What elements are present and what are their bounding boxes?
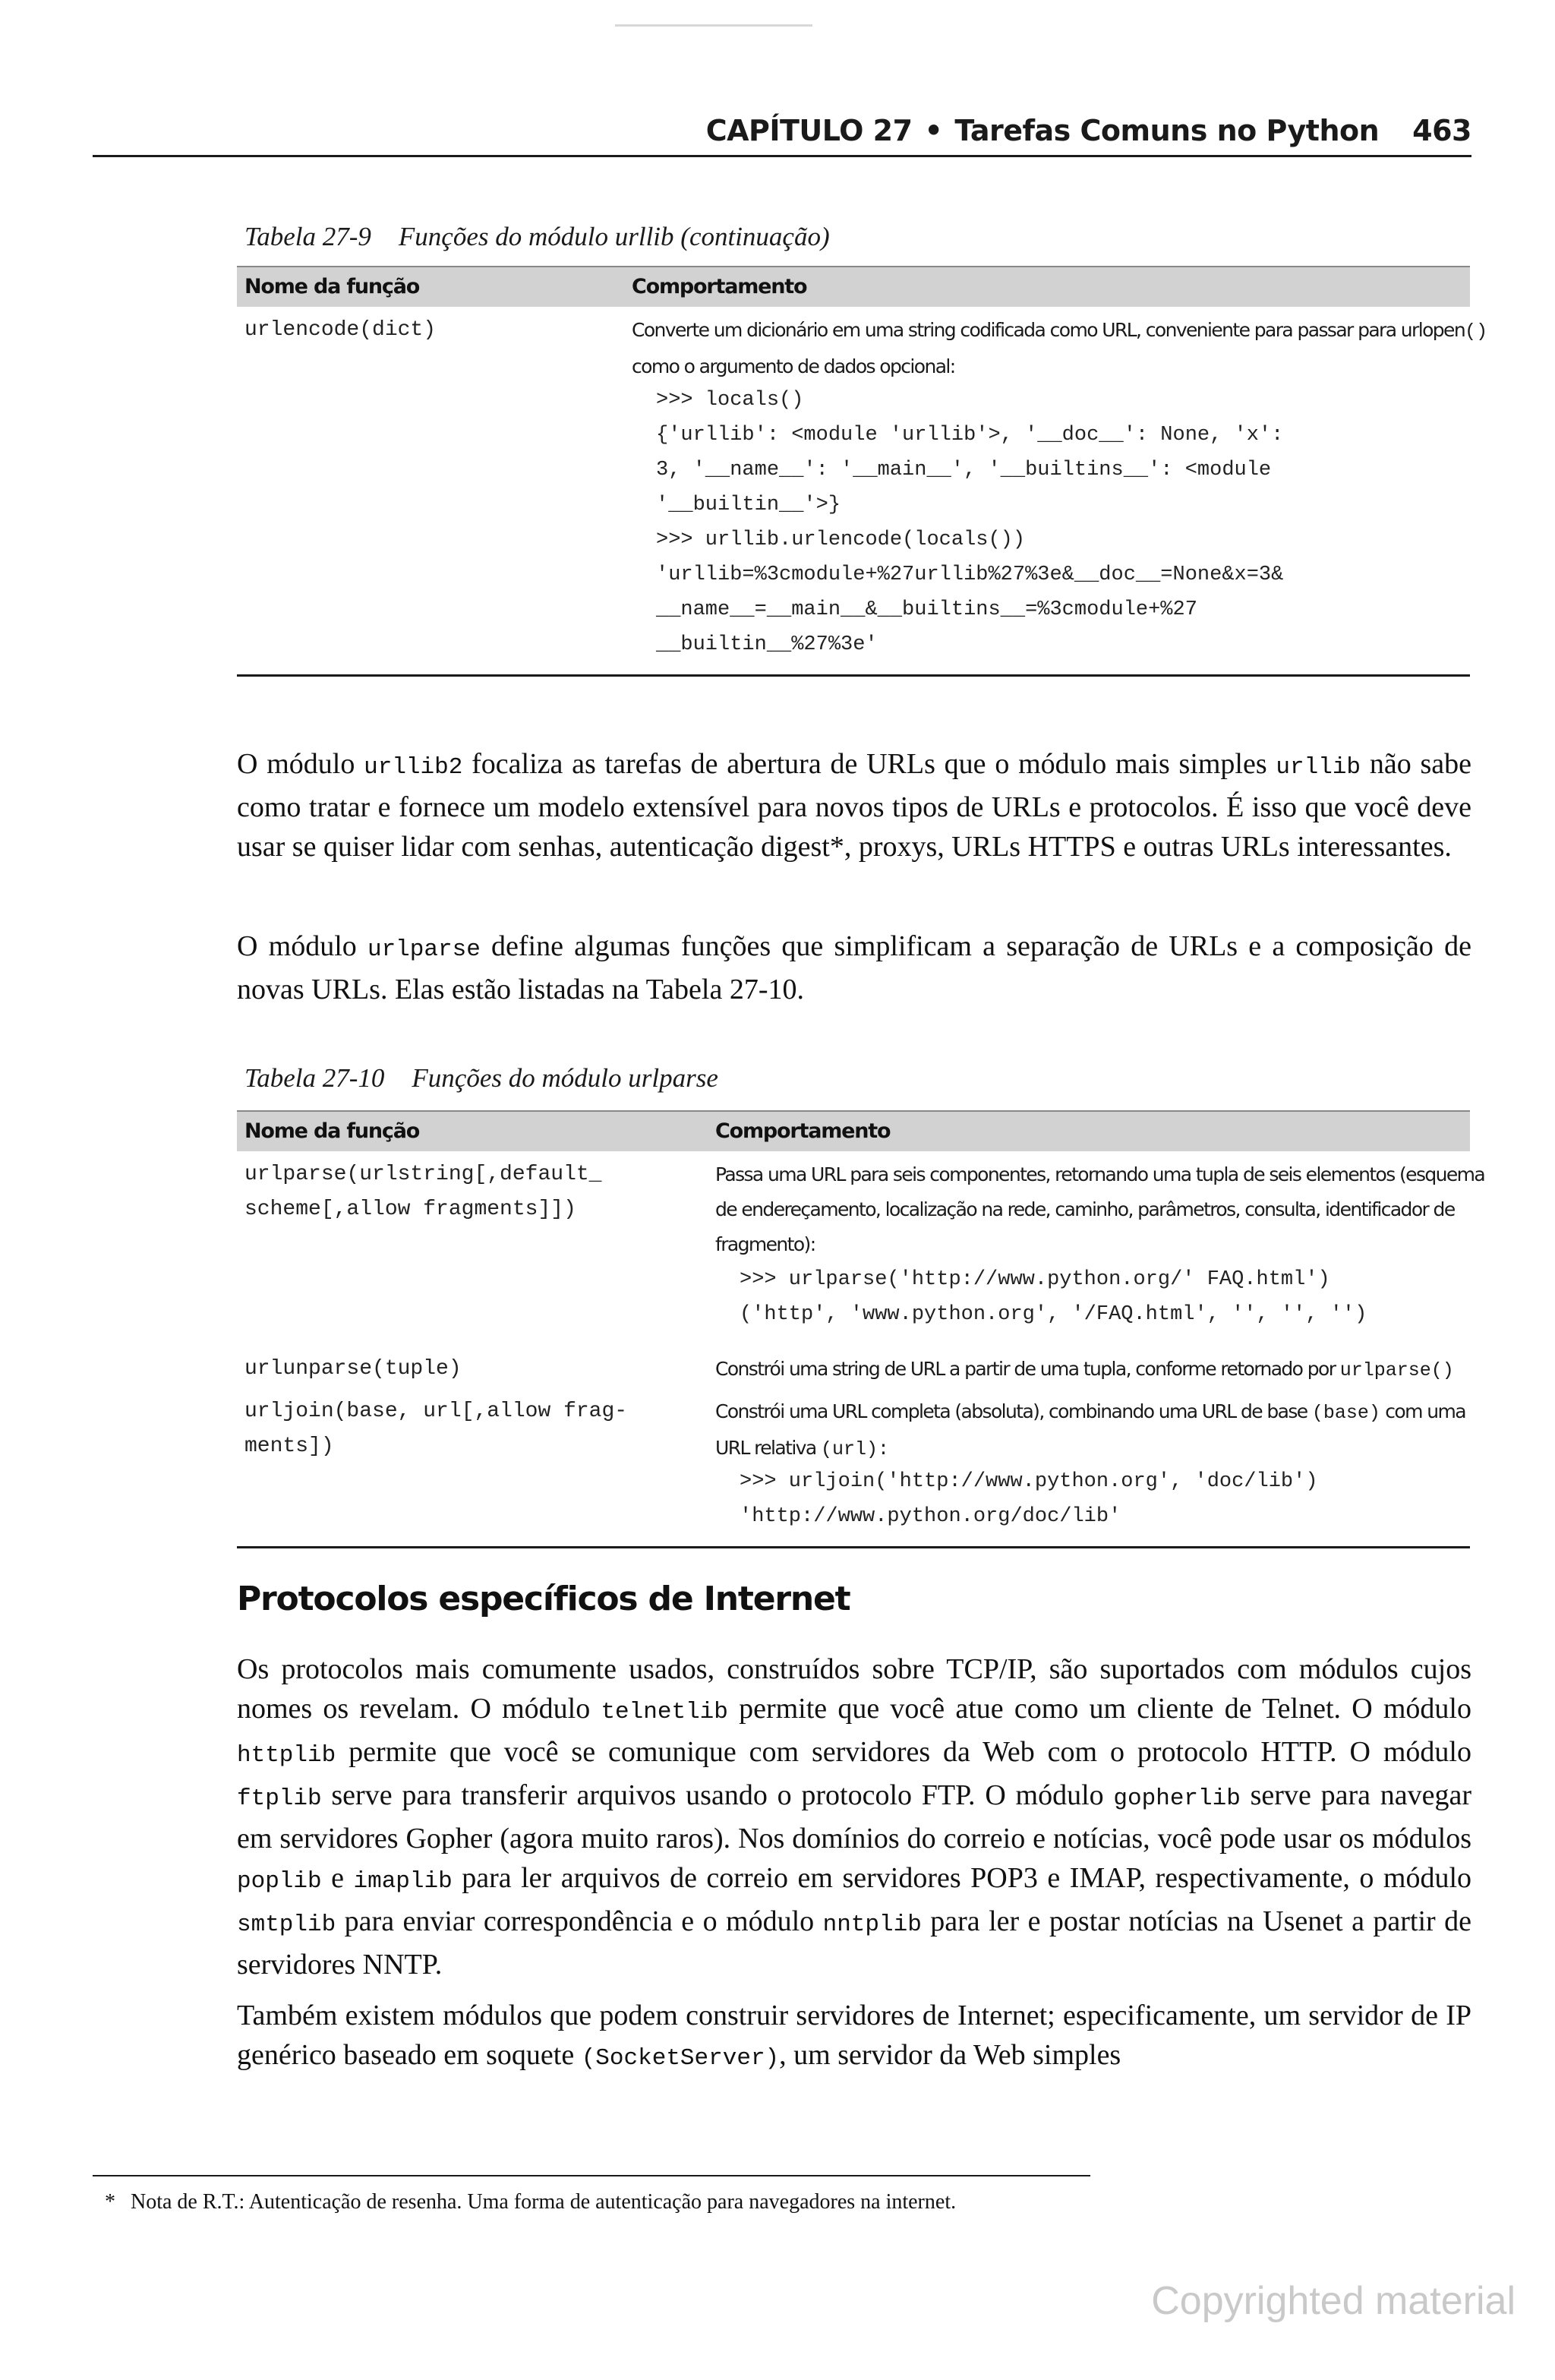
code-line: 'urllib=%3cmodule+%27urllib%27%3e&__doc__=None&x=3& xyxy=(656,563,1284,586)
inline-code: urllib xyxy=(1276,754,1361,781)
table1 xyxy=(237,266,1488,682)
table2-caption-number: Tabela 27-10 xyxy=(244,1063,385,1093)
table1-row1-desc-code: () xyxy=(1465,320,1488,342)
table1-header-row xyxy=(237,266,1470,307)
code-line: >>> urljoin('http://www.python.org', 'doc/lib') xyxy=(740,1470,1318,1493)
text-run: serve para transferir arquivos usando o protocolo FTP. O módulo xyxy=(321,1779,1114,1811)
running-header-text xyxy=(706,114,1471,147)
text-run: Os protocolos mais comumente usados, construídos sobre TCP/IP, são suportados com módulos cujos nomes os revelam. O módulo xyxy=(237,1653,1471,1725)
table1-row1-description xyxy=(632,313,1488,384)
text-run: para ler e postar notícias na Usenet a partir de servidores NNTP. xyxy=(237,1905,1471,1981)
code-line: ('http', 'www.python.org', '/FAQ.html', '', '', '') xyxy=(740,1303,1367,1326)
table2-col-behavior: Comportamento xyxy=(715,1119,891,1143)
function-line: ments]) xyxy=(244,1435,334,1458)
code-line: '__builtin__'>} xyxy=(656,494,841,516)
inline-code: gopherlib xyxy=(1113,1785,1241,1812)
footnote xyxy=(105,2190,956,2214)
text-run: para enviar correspondência e o módulo xyxy=(336,1905,823,1937)
text-run: para ler arquivos de correio em servidores POP3 e IMAP, respectivamente, o módulo xyxy=(452,1862,1471,1894)
desc-text: com uma xyxy=(1380,1400,1465,1422)
table2-row2-description xyxy=(715,1352,1470,1388)
header-separator: • xyxy=(924,114,943,147)
function-line: urlparse(urlstring[,default_ xyxy=(244,1163,602,1186)
table2-caption-title: Funções do módulo urlparse xyxy=(412,1063,718,1093)
paragraph-servers xyxy=(237,1996,1471,2079)
scan-artifact-rule xyxy=(615,24,812,27)
inline-code: telnetlib xyxy=(601,1699,728,1725)
text-run: permite que você atue como um cliente de Telnet. O módulo xyxy=(727,1693,1471,1725)
paragraph-urlparse xyxy=(237,926,1471,1009)
table1-row1-desc-line2: como o argumento de dados opcional: xyxy=(632,355,955,377)
table2-row3-function xyxy=(244,1394,627,1464)
table2-header-row xyxy=(237,1110,1470,1151)
inline-code: ftplib xyxy=(237,1785,322,1812)
footnote-text: Nota de R.T.: Autenticação de resenha. Uma forma de autenticação para navegadores na internet. xyxy=(131,2190,957,2214)
page-number: 463 xyxy=(1412,114,1471,147)
table1-caption xyxy=(244,222,830,252)
code-line: {'urllib': <module 'urllib'>, '__doc__': None, 'x': xyxy=(656,424,1284,447)
text-run: Também existem módulos que podem construir servidores de Internet; especificamente, um servidor de IP genérico baseado em soquete xyxy=(237,2000,1471,2071)
text-run: O módulo xyxy=(237,748,364,780)
table1-col-function: Nome da função xyxy=(244,275,420,298)
chapter-title: Tarefas Comuns no Python xyxy=(954,114,1380,147)
paragraph-urllib2 xyxy=(237,744,1471,866)
table2-row3-code-block xyxy=(740,1464,1318,1534)
desc-code: urlparse() xyxy=(1339,1359,1454,1381)
inline-code: httplib xyxy=(237,1742,336,1769)
desc-text: Constrói uma URL completa (absoluta), combinando uma URL de base xyxy=(715,1400,1312,1422)
table2-row2-function: urlunparse(tuple) xyxy=(244,1357,462,1381)
desc-line: Passa uma URL para seis componentes, retornando uma tupla de seis elementos (esquema xyxy=(715,1163,1485,1185)
table2-caption xyxy=(244,1063,718,1094)
desc-text: URL relativa xyxy=(715,1437,821,1459)
code-line: __name__=__main__&__builtins__=%3cmodule+%27 xyxy=(656,598,1197,621)
section-heading: Protocolos específicos de Internet xyxy=(237,1580,850,1618)
text-run: e xyxy=(321,1862,354,1894)
table2-bottom-rule xyxy=(237,1546,1470,1548)
text-run: serve para navegar em servidores Gopher (agora muito raros). Nos domínios do correio e notícias, você pode usar os módulos xyxy=(237,1779,1471,1854)
text-run: , um servidor da Web simples xyxy=(779,2039,1121,2071)
running-header xyxy=(93,106,1471,157)
footnote-marker: * xyxy=(105,2190,115,2214)
desc-text: Constrói uma string de URL a partir de uma tupla, conforme retornado por xyxy=(715,1358,1340,1380)
code-line: __builtin__%27%3e' xyxy=(656,633,878,656)
inline-code: urlparse xyxy=(367,936,481,963)
desc-code: (base) xyxy=(1311,1402,1380,1424)
text-run: permite que você se comunique com servidores da Web com o protocolo HTTP. O módulo xyxy=(336,1736,1471,1768)
code-line: >>> urllib.urlencode(locals()) xyxy=(656,529,1026,551)
text-run: O módulo xyxy=(237,930,367,962)
table2-col-function: Nome da função xyxy=(244,1119,420,1143)
table1-caption-title: Funções do módulo urllib (continuação) xyxy=(398,222,830,251)
function-line: scheme[,allow fragments]]) xyxy=(244,1198,576,1221)
table2 xyxy=(237,1110,1485,1554)
desc-line: de endereçamento, localização na rede, caminho, parâmetros, consulta, identificador de xyxy=(715,1198,1455,1220)
desc-code: (url): xyxy=(820,1438,889,1460)
table2-row1-description xyxy=(715,1157,1485,1262)
text-run: focaliza as tarefas de abertura de URLs que o módulo mais simples xyxy=(462,748,1276,780)
footnote-rule xyxy=(93,2175,1090,2176)
text-run: não sabe como tratar e fornece um modelo extensível para novos tipos de URLs e protocolos. É isso que você deve usar se quiser lidar com senhas, autenticação digest*, proxys, URLs HTTPS e outras URLs interessantes. xyxy=(237,748,1471,863)
table1-bottom-rule xyxy=(237,674,1470,677)
inline-code: poplib xyxy=(237,1868,322,1895)
inline-code: imaplib xyxy=(353,1868,453,1895)
inline-code: (SocketServer) xyxy=(581,2045,780,2072)
code-line: 3, '__name__': '__main__', '__builtins__': <module xyxy=(656,459,1272,481)
table2-row3-description xyxy=(715,1394,1470,1467)
table1-caption-number: Tabela 27-9 xyxy=(244,222,371,251)
inline-code: urllib2 xyxy=(364,754,463,781)
table1-row1-code-block xyxy=(656,383,1283,662)
table1-row1-desc-line1: Converte um dicionário em uma string codificada como URL, conveniente para passar para urlopen xyxy=(632,319,1465,341)
function-line: urljoin(base, url[,allow frag- xyxy=(244,1400,628,1423)
inline-code: smtplib xyxy=(237,1911,336,1938)
text-run: define algumas funções que simplificam a separação de URLs e a composição de novas URLs. Elas estão listadas na Tabela 27-10. xyxy=(237,930,1471,1005)
desc-line: fragmento): xyxy=(715,1233,815,1255)
code-line: >>> locals() xyxy=(656,389,804,412)
code-line: >>> urlparse('http://www.python.org/' FAQ.html') xyxy=(740,1268,1330,1291)
table1-row1-function: urlencode(dict) xyxy=(244,318,437,342)
code-line: 'http://www.python.org/doc/lib' xyxy=(740,1505,1121,1528)
chapter-label: CAPÍTULO 27 xyxy=(705,114,913,147)
table2-row1-function xyxy=(244,1157,601,1227)
table1-col-behavior: Comportamento xyxy=(632,275,807,298)
copyright-watermark: Copyrighted material xyxy=(1151,2279,1516,2323)
inline-code: nntplib xyxy=(822,1911,922,1938)
table2-row1-code-block xyxy=(740,1262,1367,1332)
paragraph-protocols xyxy=(237,1649,1471,1984)
